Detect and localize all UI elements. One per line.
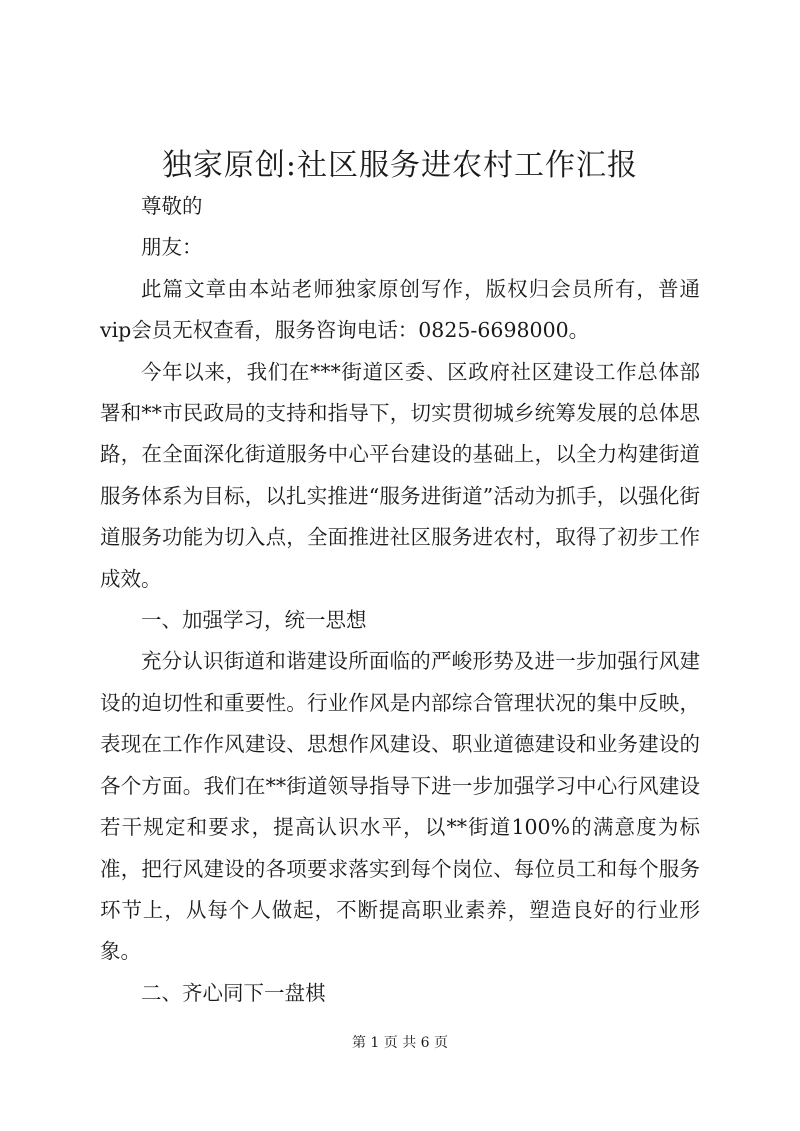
document-body	[100, 186, 700, 1014]
salutation-line-1: 尊敬的	[141, 194, 203, 218]
document-title: 独家原创:社区服务进农村工作汇报	[161, 148, 639, 183]
section-heading-1: 一、加强学习，统一思想	[141, 608, 367, 633]
intro-paragraph: 今年以来，我们在***街道区委、区政府社区建设工作总体部署和**市民政局的支持和指导下，切实贯彻城乡统筹发展的总体思路，在全面深化街道服务中心平台建设的基础上，以全力构建街道服务体系为目标，以扎实推进“服务进街道”活动为抓手，以强化街道服务功能为切入点，全面推进社区服务进农村，取得了初步工作成效。	[100, 359, 700, 591]
copyright-notice-paragraph: 此篇文章由本站老师独家原创写作，版权归会员所有，普通vip会员无权查看，服务咨询电话：0825-6698000。	[100, 276, 700, 343]
section-heading-2: 二、齐心同下一盘棋	[141, 980, 326, 1005]
page-footer: 第 1 页 共 6 页	[351, 1035, 449, 1051]
section-1-paragraph: 充分认识街道和谐建设所面临的严峻形势及进一步加强行风建设的迫切性和重要性。行业作风是内部综合管理状况的集中反映，表现在工作作风建设、思想作风建设、职业道德建设和业务建设的各个方面。我们在**街道领导指导下进一步加强学习中心行风建设若干规定和要求，提高认识水平，以**街道100%的满意度为标准，把行风建设的各项要求落实到每个岗位、每位员工和每个服务环节上，从每个人做起，不断提高职业素养，塑造良好的行业形象。	[100, 649, 700, 964]
salutation-line-2: 朋友：	[141, 235, 203, 260]
